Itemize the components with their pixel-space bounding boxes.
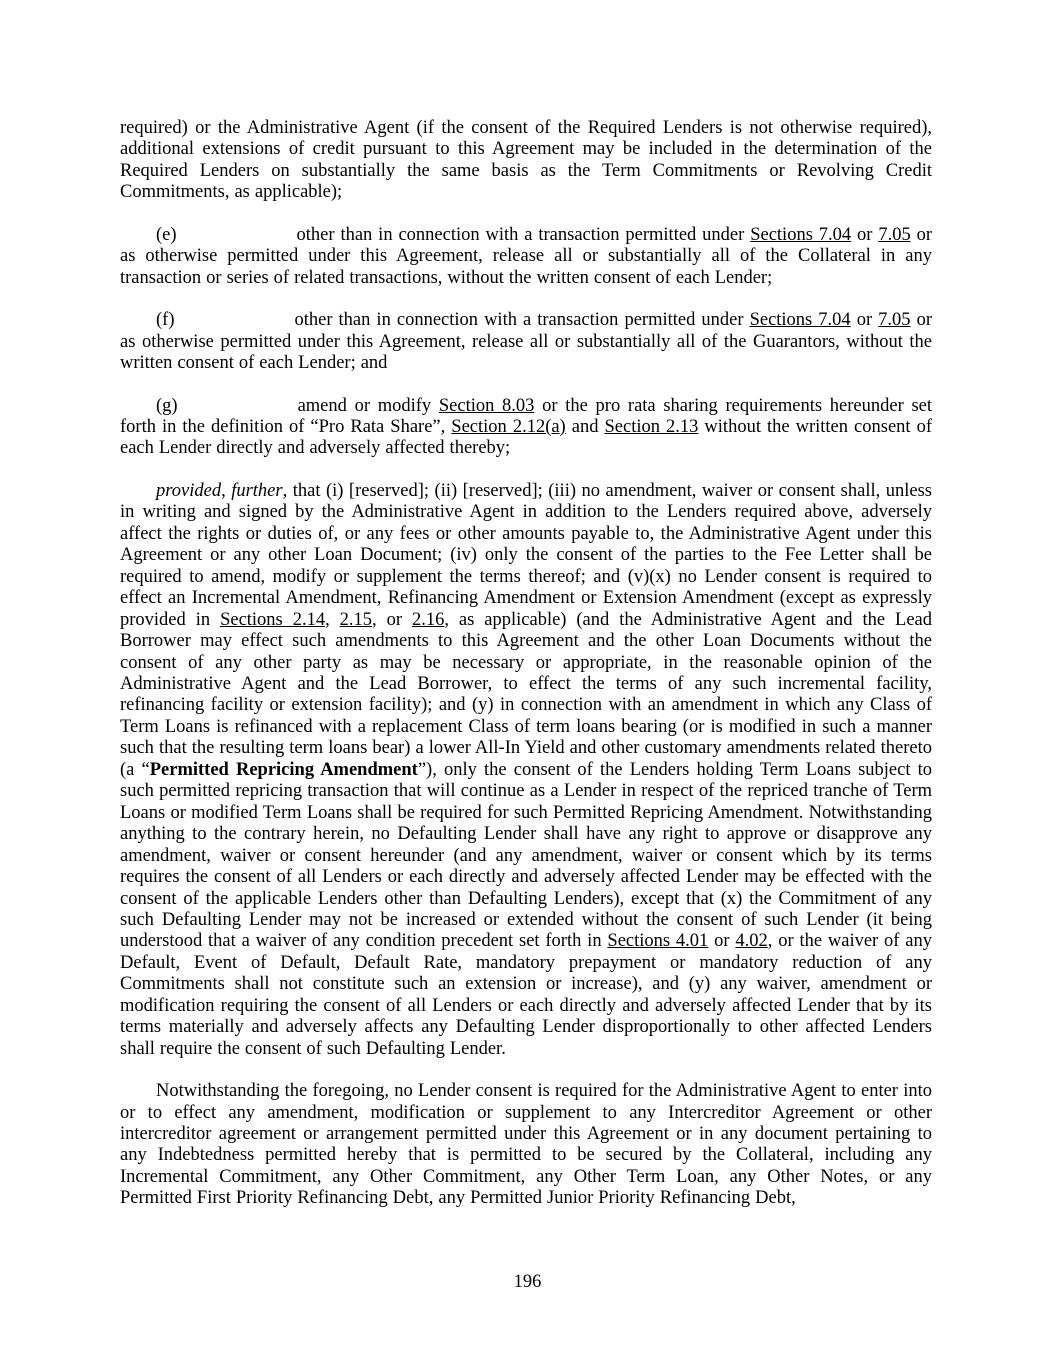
section-reference: 4.02 [735,931,768,952]
text-run: or [850,310,879,331]
text-run: , or the waiver of any Default, Event of Default, Default Rate, mandatory prepayment or mandatory reduction of any Commitments shall not constitute such an extension or increase), and (y) any waiver, amendment or modification requiring the consent of all Lenders or each directly and adversely affected Lender that by its terms materially and adversely affects any Defaulting Lender disproportionally to other affected Lenders shall require the consent of such Defaulting Lender. [120,931,932,1059]
text-run: or as otherwise permitted under this Agreement, release all or substantially all of the Guarantors, without the written consent of each Lender; and [120,310,932,374]
text-run: ”), only the consent of the Lenders holding Term Loans subject to such permitted repricing transaction that will continue as a Lender in respect of the repriced tranche of Term Loans or modified Term Loans shall be required for such Permitted Repricing Amendment. Notwithstanding anything to the contrary herein, no Defaulting Lender shall have any right to approve or disapprove any amendment, waiver or consent hereunder (and any amendment, waiver or consent which by its terms requires the consent of all Lenders or each directly and adversely affected Lender may be effected with the consent of the applicable Lenders other than Defaulting Lenders), except that (x) the Commitment of any such Defaulting Lender may not be increased or extended without the consent of such Lender (it being understood that a waiver of any condition precedent set forth in [120,759,933,952]
text-run: and [565,416,605,437]
page-number: 196 [513,1272,542,1292]
proviso-emphasis: provided [156,480,222,501]
section-reference: 2.16 [411,609,445,630]
section-reference: 2.15 [339,609,373,630]
section-reference: Section 8.03 [438,395,535,416]
text-run: , [221,480,232,501]
paragraph-clause-f [120,310,932,374]
text-run: other than in connection with a transaction permitted under [294,310,750,331]
text-run: , [325,609,340,630]
paragraph-clause-e [120,225,932,289]
clause-label: (g) [156,395,178,416]
text-run: or the pro rata sharing requirements hereunder set forth in the definition of “Pro Rata Share”, [120,395,932,437]
clause-label: (e) [156,224,177,245]
section-reference: Sections 4.01 [607,931,709,952]
text-run: amend or modify [297,395,439,416]
section-reference: Sections 7.04 [749,310,851,331]
text-run: other than in connection with a transaction permitted under [296,224,751,245]
text-run: or as otherwise permitted under this Agreement, release all or substantially all of the Collateral in any transaction or series of related transactions, without the written consent of each Lender; [120,224,933,288]
text-run: Notwithstanding the foregoing, no Lender consent is required for the Administrative Agent to enter into or to effect any amendment, modification or supplement to any Intercreditor Agreement or other intercreditor agreement or arrangement permitted under this Agreement or in any document pertaining to any Indebtedness permitted hereby that is permitted to be secured by the Collateral, including any Incremental Commitment, any Other Commitment, any Other Term Loan, any Other Notes, or any Permitted First Priority Refinancing Debt, any Permitted Junior Priority Refinancing Debt, [120,1081,932,1209]
text-run: or [708,931,736,952]
section-reference: 7.05 [878,224,911,245]
text-run: , or [372,609,412,630]
text-run: required) or the Administrative Agent (if the consent of the Required Lenders is not otherwise required), additional extensions of credit pursuant to this Agreement may be included in the determination of the Required Lenders on substantially the same basis as the Term Commitments or Revolving Credit Commitments, as applicable); [120,118,932,203]
paragraph-notwithstanding [120,1081,932,1210]
paragraph-proviso [120,481,932,1060]
paragraph-continuation [120,118,932,204]
text-run: , that (i) [reserved]; (ii) [reserved]; (iii) no amendment, waiver or consent shall, unless in writing and signed by the Administrative Agent in addition to the Lenders required above, adversely affect the rights or duties of, or any fees or other amounts payable to, the Administrative Agent under this Agreement or any other Loan Document; (iv) only the consent of the parties to the Fee Letter shall be required to amend, modify or supplement the terms thereof; and (v)(x) no Lender consent is required to effect an Incremental Amendment, Refinancing Amendment or Extension Amendment (except as expressly provided in [120,480,932,630]
defined-term: Permitted Repricing Amendment [149,759,418,780]
proviso-emphasis: further [231,480,283,501]
text-run: , as applicable) (and the Administrative Agent and the Lead Borrower may effect such amendments to this Agreement and the other Loan Documents without the consent of any other party as may be necessary or appropriate, in the reasonable opinion of the Administrative Agent and the Lead Borrower, to effect the terms of any such incremental facility, refinancing facility or extension facility); and (y) in connection with an amendment in which any Class of Term Loans is refinanced with a replacement Class of term loans bearing (or is modified in such a manner such that the resulting term loans bear) a lower All-In Yield and other customary amendments related thereto (a “ [120,609,932,780]
clause-label: (f) [156,310,175,331]
paragraph-clause-g [120,396,932,460]
section-reference: Section 2.12(a) [451,416,566,437]
section-reference: Sections 7.04 [750,224,852,245]
section-reference: 7.05 [878,310,911,331]
text-run: or [851,224,879,245]
section-reference: Section 2.13 [604,416,699,437]
text-run: without the written consent of each Lender directly and adversely affected thereby; [120,416,932,459]
section-reference: Sections 2.14 [220,609,326,630]
document-body [120,118,932,1231]
